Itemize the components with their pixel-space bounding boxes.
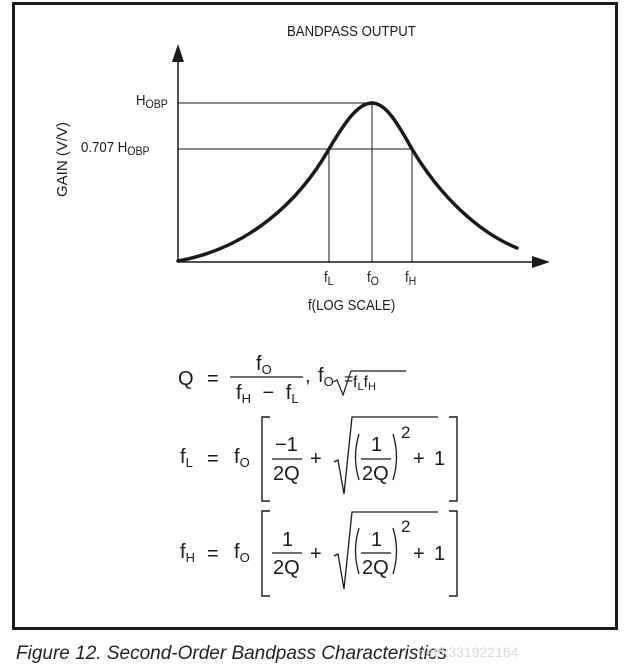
fl-one: 1 (434, 448, 446, 470)
fl-right-bracket (449, 417, 457, 501)
fl-plus: + (310, 448, 322, 470)
y-axis-arrow (172, 44, 184, 62)
x-axis-label: f(LOG SCALE) (308, 297, 396, 314)
fh-fraction-denominator: 2Q (273, 557, 300, 579)
fo-definition-equals: = (344, 371, 354, 388)
fh-fraction-numerator: 1 (282, 529, 294, 551)
fh-fo: $f_O$ (234, 541, 250, 565)
fh-plus: + (310, 543, 322, 565)
fo-definition-lhs: $f_O$ (318, 365, 334, 389)
fh-right-paren (393, 528, 397, 574)
chart-title: BANDPASS OUTPUT (287, 23, 416, 40)
fh-left-bracket (262, 511, 270, 596)
fh-one: 1 (434, 543, 446, 565)
fl-tick-label: $f_L$ (324, 269, 334, 288)
fh-lhs: $f_H$ (180, 541, 195, 565)
fh-equals: = (207, 543, 219, 565)
fl-exponent: 2 (401, 423, 411, 442)
q-comma: , (305, 365, 311, 387)
fl-lhs: $f_L$ (180, 446, 193, 470)
fl-inner-numerator: 1 (371, 434, 383, 456)
fh-exponent: 2 (401, 517, 411, 536)
fh-inner-denominator: 2Q (362, 557, 389, 579)
q-denominator: $f_H - f_L$ (236, 382, 299, 406)
peak-gain-label: $H_{OBP}$ (136, 92, 168, 111)
fl-fraction-numerator: −1 (275, 434, 298, 456)
fl-left-bracket (262, 417, 270, 501)
fl-fo: $f_O$ (234, 446, 250, 470)
fl-left-paren (356, 434, 360, 480)
fh-inner-numerator: 1 (371, 529, 383, 551)
fl-equals: = (207, 448, 219, 470)
fo-definition-radicand: fLfH (353, 374, 376, 393)
fh-plus-two: + (413, 543, 425, 565)
fl-fraction-denominator: 2Q (273, 463, 300, 485)
fl-right-paren (393, 434, 397, 480)
fh-tick-label: $f_H$ (405, 269, 417, 288)
q-lhs: Q (178, 368, 194, 390)
fl-inner-denominator: 2Q (362, 463, 389, 485)
fh-right-bracket (449, 511, 457, 596)
y-axis-label: GAIN (V/V) (54, 121, 72, 198)
fh-left-paren (356, 528, 360, 574)
fl-plus-two: + (413, 448, 425, 470)
watermark: net/k331922164 (418, 644, 519, 660)
figure-caption: Figure 12. Second-Order Bandpass Characteristics (16, 643, 447, 664)
q-numerator: $f_O$ (256, 353, 272, 377)
fo-tick-label: $f_O$ (367, 269, 379, 288)
x-axis-arrow (532, 256, 550, 268)
bandpass-curve (178, 103, 517, 261)
q-equals: = (207, 368, 219, 390)
half-power-gain-label: 0.707 $H_{OBP}$ (81, 139, 150, 158)
